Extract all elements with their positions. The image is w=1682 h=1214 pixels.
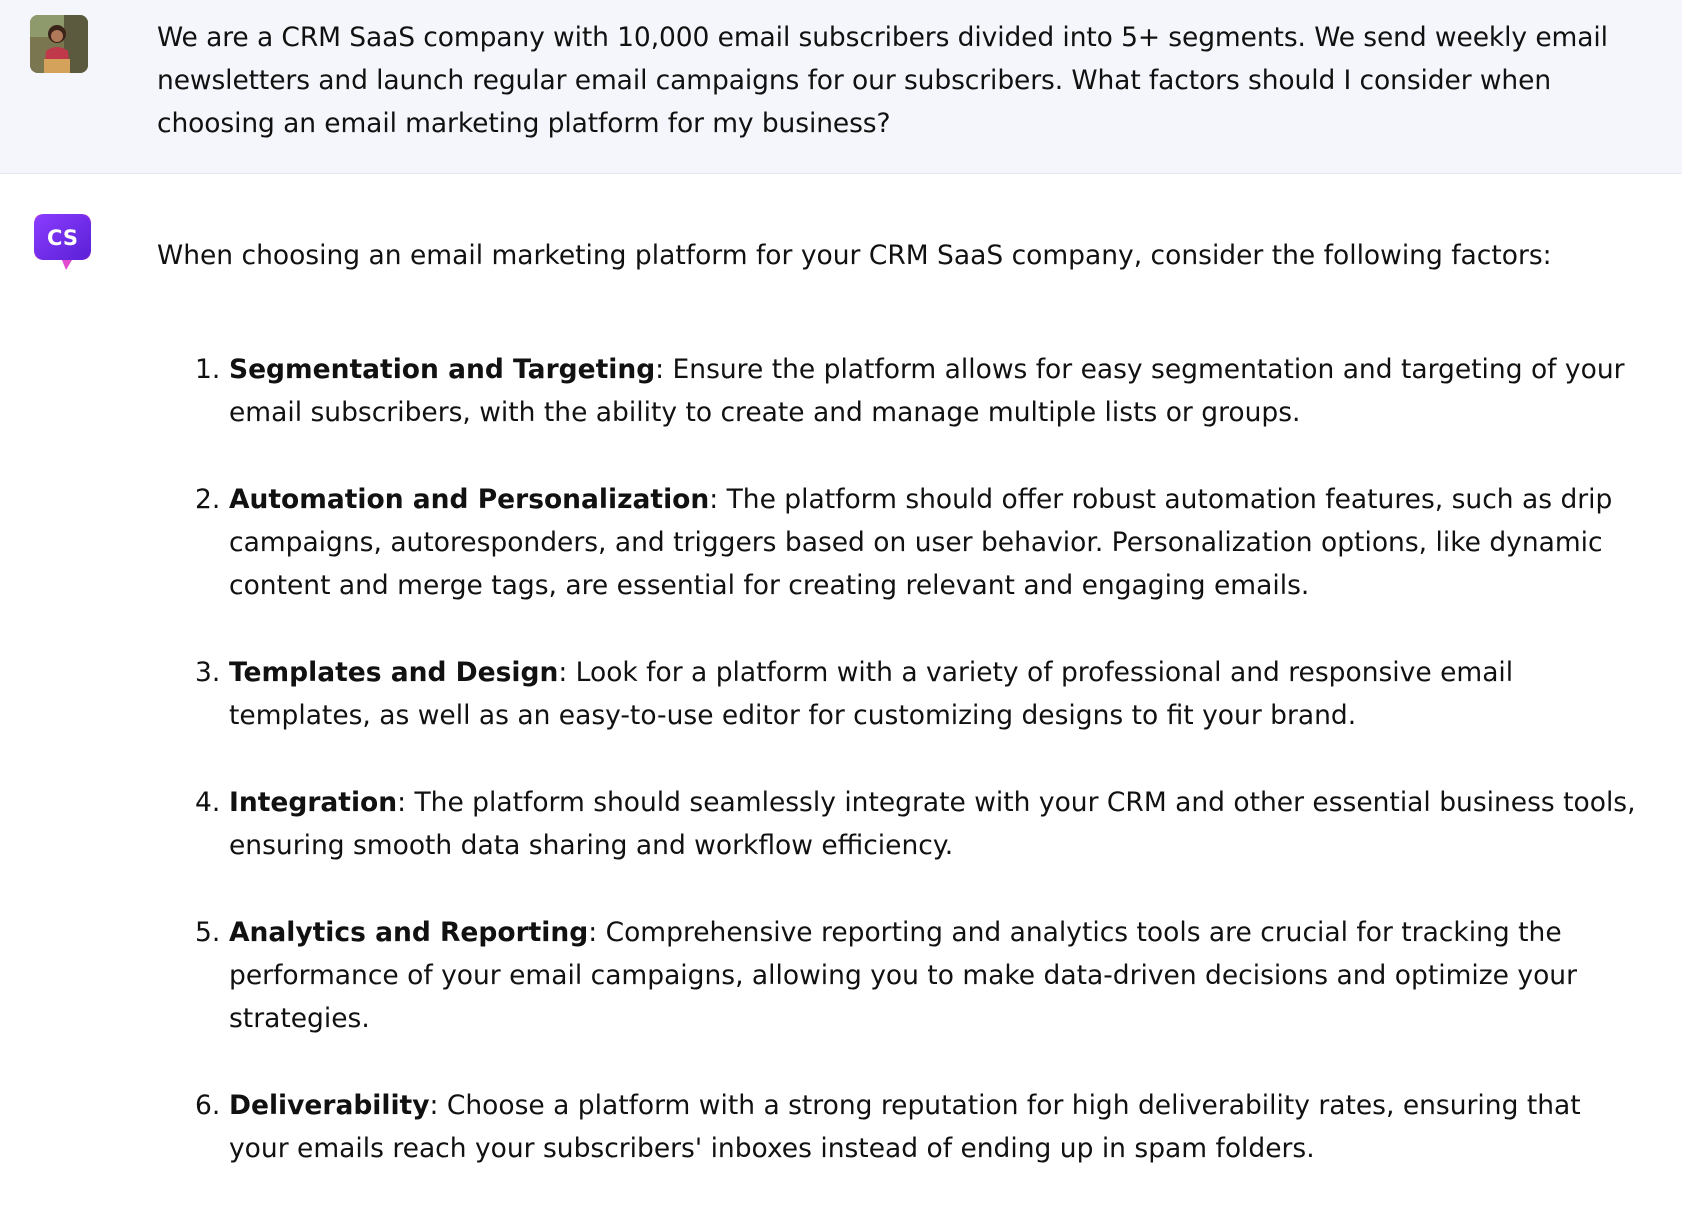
factor-item-3 — [157, 651, 1637, 737]
assistant-logo-icon — [32, 212, 93, 273]
factor-title: Integration — [229, 787, 398, 818]
user-message — [0, 0, 1682, 174]
factor-number: 6. — [195, 1090, 221, 1121]
user-photo-icon — [30, 15, 88, 73]
factor-body: : Choose a platform with a strong reputation for high deliverability rates, ensuring that your emails reach your subscribers' inboxes instead of ending up in spam folders. — [229, 1090, 1581, 1164]
factor-body: : The platform should seamlessly integrate with your CRM and other essential business tools, ensuring smooth data sharing and workflow efficiency. — [229, 787, 1636, 861]
factor-title: Analytics and Reporting — [229, 917, 589, 948]
factor-item-1 — [157, 348, 1637, 434]
factor-number: 5. — [195, 917, 221, 948]
factor-title: Templates and Design — [229, 657, 559, 688]
factor-title: Deliverability — [229, 1090, 430, 1121]
factor-body: : The platform should offer robust automation features, such as drip campaigns, autoresponders, and triggers based on user behavior. Personalization options, like dynamic content and merge tags, are essential for creating relevant and engaging emails. — [229, 484, 1613, 601]
factor-number: 3. — [195, 657, 221, 688]
factor-body: : Ensure the platform allows for easy segmentation and targeting of your email subscribers, with the ability to create and manage multiple lists or groups. — [229, 354, 1625, 428]
factor-list — [157, 348, 1637, 1214]
factor-item-6 — [157, 1084, 1637, 1170]
factor-number: 1. — [195, 354, 221, 385]
factor-number: 2. — [195, 484, 221, 515]
factor-body: : Look for a platform with a variety of professional and responsive email templates, as well as an easy-to-use editor for customizing designs to fit your brand. — [229, 657, 1514, 731]
assistant-avatar — [32, 212, 93, 273]
factor-item-4 — [157, 781, 1637, 867]
user-message-text: We are a CRM SaaS company with 10,000 email subscribers divided into 5+ segments. We send weekly email newsletters and launch regular email campaigns for our subscribers. What factors should I consider when choosing an email marketing platform for my business? — [157, 22, 1608, 139]
factor-number: 4. — [195, 787, 221, 818]
factor-title: Segmentation and Targeting — [229, 354, 656, 385]
factor-item-5 — [157, 911, 1637, 1040]
assistant-avatar-label: CS — [47, 226, 78, 250]
factor-item-2 — [157, 478, 1637, 607]
factor-body: : Comprehensive reporting and analytics tools are crucial for tracking the performance of your email campaigns, allowing you to make data-driven decisions and optimize your strategies. — [229, 917, 1577, 1034]
factor-title: Automation and Personalization — [229, 484, 710, 515]
assistant-intro-text: When choosing an email marketing platform for your CRM SaaS company, consider the following factors: — [157, 240, 1552, 271]
user-avatar — [30, 15, 88, 73]
